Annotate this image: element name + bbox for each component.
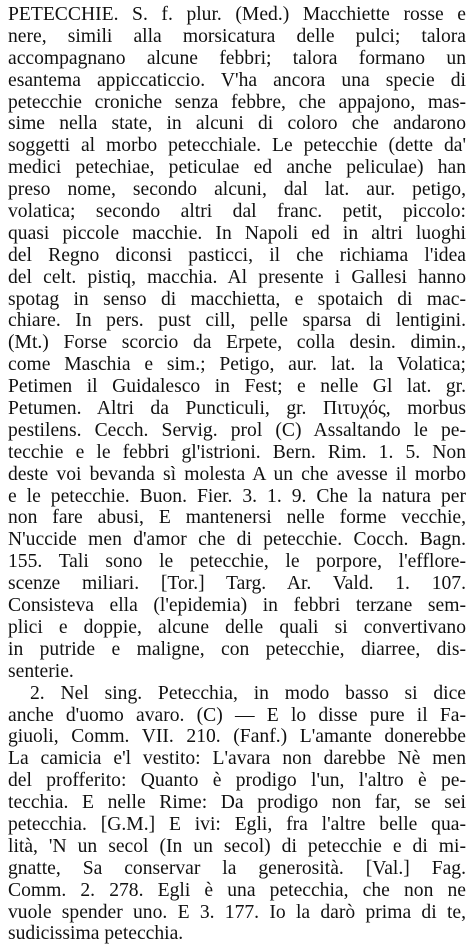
text-line: giuoli, Comm. VII. 210. (Fanf.) L'amante donerebbe bbox=[8, 726, 466, 748]
text-line: 2. Nel sing. Petecchia, in modo basso si dice bbox=[30, 682, 466, 704]
text-line: deste voi bevanda sì molesta A un che avesse il morbo bbox=[8, 463, 466, 485]
text-line: non fare abusi, E mantenersi nelle forme vecchie, bbox=[8, 507, 466, 529]
sense-2 bbox=[8, 683, 466, 945]
text-line: come Maschia e sim.; Petigo, aur. lat. la Volatica; bbox=[8, 354, 466, 376]
text-line: pestilens. Cecch. Servig. prol (C) Assaltando le pe- bbox=[8, 419, 466, 441]
text-line: e le petecchie. Buon. Fier. 3. 1. 9. Che la natura per bbox=[8, 485, 466, 507]
text-line: gnatte, Sa conservar la generosità. [Val.] Fag. bbox=[8, 857, 466, 879]
text-line: in putride e maligne, con petecchie, diarree, dis- bbox=[8, 638, 466, 660]
text-line: sime nella state, in alcuni di coloro che andarono bbox=[8, 113, 466, 135]
text-line: petecchie croniche senza febbre, che appajono, mas- bbox=[8, 91, 466, 113]
text-line: PETECCHIE. S. f. plur. (Med.) Macchiette rosse e bbox=[8, 4, 466, 25]
text-line: preso nome, secondo alcuni, dal lat. aur. petigo, bbox=[8, 179, 466, 201]
text-line: Consisteva ella (l'epidemia) in febbri terzane sem- bbox=[8, 595, 466, 617]
text-line: del profferito: Quanto è prodigo l'un, l'altro è pe- bbox=[8, 770, 466, 792]
text-line: accompagnano alcune febbri; talora formano un bbox=[8, 47, 466, 69]
text-line: chiare. In pers. pust cill, pelle sparsa di lentigini. bbox=[8, 310, 466, 332]
text-line: tecchie e le febbri gl'istrioni. Bern. Rim. 1. 5. Non bbox=[8, 441, 466, 463]
text-line: N'uccide men d'amor che di petecchie. Cocch. Bagn. bbox=[8, 529, 466, 551]
text-line: petecchia. [G.M.] E ivi: Egli, fra l'altre belle qua- bbox=[8, 813, 466, 835]
text-line: quasi piccole macchie. In Napoli ed in altri luoghi bbox=[8, 222, 466, 244]
text-line: tecchia. E nelle Rime: Da prodigo non far, se sei bbox=[8, 792, 466, 814]
text-line: La camicia e'l vestito: L'avara non darebbe Nè men bbox=[8, 748, 466, 770]
text-line: (Mt.) Forse scorcio da Erpete, colla desin. dimin., bbox=[8, 332, 466, 354]
text-line: anche d'uomo avaro. (C) — E lo disse pure il Fa- bbox=[8, 704, 466, 726]
text-line: volatica; secondo altri dal franc. petit, piccolo: bbox=[8, 201, 466, 223]
text-line: Petumen. Altri da Puncticuli, gr. Πιτυχός, morbus bbox=[8, 398, 466, 420]
text-line: Comm. 2. 278. Egli è una petecchia, che non ne bbox=[8, 879, 466, 901]
text-line: scenze miliari. [Tor.] Targ. Ar. Vald. 1. 107. bbox=[8, 573, 466, 595]
text-line: 155. Tali sono le petecchie, le porpore, l'efflore- bbox=[8, 551, 466, 573]
text-line: sudicissima petecchia. bbox=[8, 923, 184, 945]
text-line: del Regno diconsi pasticci, il che richiama l'idea bbox=[8, 244, 466, 266]
text-line: medici petechiae, peticulae ed anche peliculae) han bbox=[8, 157, 466, 179]
text-line: nere, simili alla morsicatura delle pulci; talora bbox=[8, 25, 466, 47]
text-line: vuole spender uno. E 3. 177. Io la darò prima di te, bbox=[8, 901, 466, 923]
text-line: esantema appiccaticcio. V'ha ancora una specie di bbox=[8, 69, 466, 91]
entry-petecchie bbox=[8, 4, 466, 683]
text-line: spotag in senso di macchietta, e spotaich di mac- bbox=[8, 288, 466, 310]
text-line: soggetti al morbo petecchiale. Le petecchie (dette da' bbox=[8, 135, 466, 157]
text-line: Petimen il Guidalesco in Fest; e nelle Gl lat. gr. bbox=[8, 376, 466, 398]
text-line: lità, 'N un secol (In un secol) di petecchie e di mi- bbox=[8, 835, 466, 857]
text-line: del celt. pistiq, macchia. Al presente i Gallesi hanno bbox=[8, 266, 466, 288]
text-line: plici e doppie, alcune delle quali si convertivano bbox=[8, 616, 466, 638]
text-line: senterie. bbox=[8, 660, 74, 682]
